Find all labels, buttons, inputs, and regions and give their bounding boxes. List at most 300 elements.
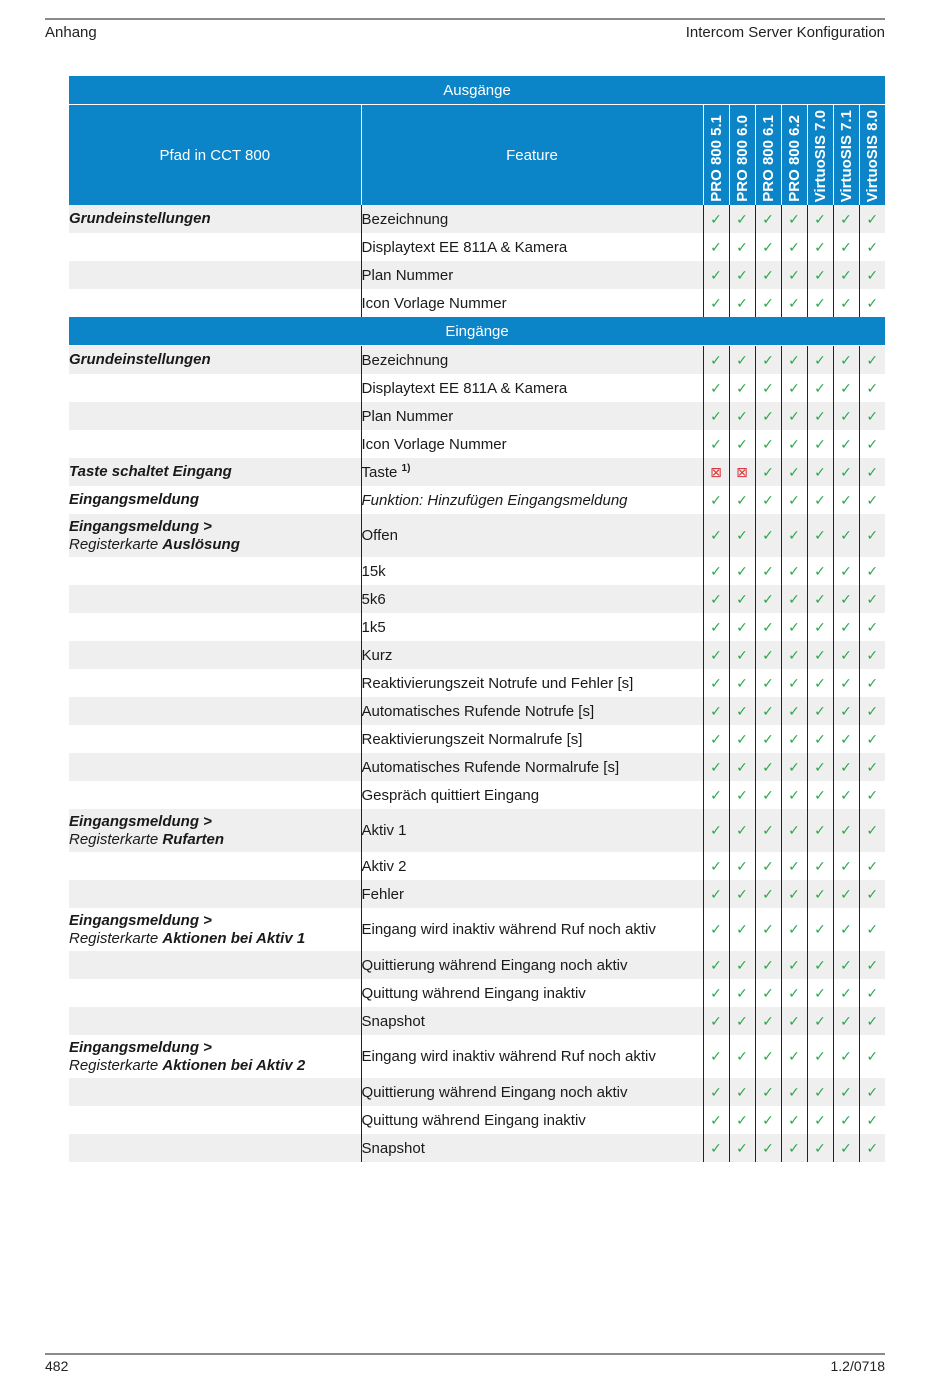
feature-cell: Fehler — [361, 880, 703, 908]
check-icon: ✓ — [755, 1035, 781, 1078]
table-row — [69, 669, 885, 697]
check-icon: ✓ — [755, 979, 781, 1007]
feature-cell: Quittierung während Eingang noch aktiv — [361, 951, 703, 979]
check-icon: ✓ — [833, 261, 859, 289]
check-icon: ✓ — [859, 346, 885, 375]
header-right: Intercom Server Konfiguration — [685, 24, 885, 41]
page-number: 482 — [45, 1358, 69, 1374]
table-row — [69, 402, 885, 430]
check-icon: ✓ — [729, 908, 755, 951]
path-cell — [69, 374, 361, 402]
column-header-version — [755, 105, 781, 206]
check-icon: ✓ — [859, 809, 885, 852]
check-icon: ✓ — [833, 205, 859, 233]
check-icon: ✓ — [755, 697, 781, 725]
check-icon: ✓ — [807, 979, 833, 1007]
column-header-version — [703, 105, 729, 206]
path-cell — [69, 669, 361, 697]
check-icon: ✓ — [755, 402, 781, 430]
path-cell: Eingangsmeldung > Registerkarte Rufarten — [69, 809, 361, 852]
doc-version: 1.2/0718 — [830, 1358, 885, 1374]
feature-cell: Reaktivierungszeit Normalrufe [s] — [361, 725, 703, 753]
check-icon: ✓ — [729, 697, 755, 725]
check-icon: ✓ — [833, 233, 859, 261]
path-cell — [69, 697, 361, 725]
column-header-path: Pfad in CCT 800 — [69, 105, 361, 206]
check-icon: ✓ — [833, 641, 859, 669]
feature-cell: Funktion: Hinzufügen Eingangsmeldung — [361, 486, 703, 514]
path-cell — [69, 641, 361, 669]
path-cell — [69, 951, 361, 979]
check-icon: ✓ — [781, 979, 807, 1007]
check-icon: ✓ — [729, 205, 755, 233]
path-cell: Taste schaltet Eingang — [69, 458, 361, 486]
check-icon: ✓ — [755, 880, 781, 908]
table-row — [69, 233, 885, 261]
check-icon: ✓ — [703, 697, 729, 725]
check-icon: ✓ — [729, 852, 755, 880]
check-icon: ✓ — [729, 402, 755, 430]
table-row — [69, 1078, 885, 1106]
check-icon: ✓ — [859, 1007, 885, 1035]
check-icon: ✓ — [833, 1134, 859, 1162]
check-icon: ✓ — [781, 289, 807, 317]
check-icon: ✓ — [703, 261, 729, 289]
check-icon: ✓ — [781, 641, 807, 669]
feature-cell: Aktiv 1 — [361, 809, 703, 852]
check-icon: ✓ — [729, 346, 755, 375]
table-row — [69, 430, 885, 458]
path-cell: Eingangsmeldung > Registerkarte Aktionen bei Aktiv 2 — [69, 1035, 361, 1078]
check-icon: ✓ — [755, 1106, 781, 1134]
check-icon: ✓ — [755, 852, 781, 880]
check-icon: ✓ — [703, 1035, 729, 1078]
check-icon: ✓ — [703, 979, 729, 1007]
check-icon: ✓ — [781, 781, 807, 809]
path-cell: Eingangsmeldung > Registerkarte Auslösung — [69, 514, 361, 557]
check-icon: ✓ — [807, 233, 833, 261]
path-cell — [69, 430, 361, 458]
check-icon: ✓ — [755, 641, 781, 669]
check-icon: ✓ — [729, 486, 755, 514]
check-icon: ✓ — [703, 880, 729, 908]
check-icon: ✓ — [703, 908, 729, 951]
check-icon: ✓ — [781, 809, 807, 852]
check-icon: ✓ — [729, 289, 755, 317]
check-icon: ✓ — [807, 669, 833, 697]
check-icon: ✓ — [703, 374, 729, 402]
check-icon: ✓ — [729, 951, 755, 979]
check-icon: ✓ — [859, 852, 885, 880]
check-icon: ✓ — [781, 557, 807, 585]
check-icon: ✓ — [729, 261, 755, 289]
check-icon: ✓ — [859, 697, 885, 725]
table-row — [69, 781, 885, 809]
check-icon: ✓ — [781, 880, 807, 908]
check-icon: ✓ — [755, 725, 781, 753]
check-icon: ✓ — [703, 781, 729, 809]
check-icon: ✓ — [781, 486, 807, 514]
check-icon: ✓ — [729, 725, 755, 753]
path-cell — [69, 557, 361, 585]
check-icon: ✓ — [781, 585, 807, 613]
check-icon: ✓ — [781, 233, 807, 261]
check-icon: ✓ — [755, 430, 781, 458]
check-icon: ✓ — [833, 613, 859, 641]
check-icon: ✓ — [729, 514, 755, 557]
path-cell — [69, 613, 361, 641]
check-icon: ✓ — [833, 809, 859, 852]
check-icon: ✓ — [755, 809, 781, 852]
check-icon: ✓ — [833, 781, 859, 809]
column-header-version — [833, 105, 859, 206]
check-icon: ✓ — [859, 430, 885, 458]
check-icon: ✓ — [755, 753, 781, 781]
version-label: PRO 800 5.1 — [707, 115, 725, 202]
check-icon: ✓ — [833, 1035, 859, 1078]
check-icon: ✓ — [859, 486, 885, 514]
table-row — [69, 585, 885, 613]
check-icon: ✓ — [859, 951, 885, 979]
check-icon: ✓ — [807, 951, 833, 979]
check-icon: ✓ — [833, 951, 859, 979]
cross-icon: ⊠ — [703, 458, 729, 486]
feature-cell: Icon Vorlage Nummer — [361, 430, 703, 458]
table-row — [69, 289, 885, 317]
check-icon: ✓ — [833, 458, 859, 486]
check-icon: ✓ — [833, 880, 859, 908]
check-icon: ✓ — [833, 514, 859, 557]
feature-cell: Automatisches Rufende Normalrufe [s] — [361, 753, 703, 781]
check-icon: ✓ — [833, 289, 859, 317]
path-cell — [69, 1106, 361, 1134]
check-icon: ✓ — [729, 430, 755, 458]
path-cell — [69, 233, 361, 261]
check-icon: ✓ — [703, 289, 729, 317]
check-icon: ✓ — [859, 641, 885, 669]
check-icon: ✓ — [807, 1078, 833, 1106]
check-icon: ✓ — [807, 1134, 833, 1162]
check-icon: ✓ — [807, 1035, 833, 1078]
version-label: VirtuoSIS 7.0 — [811, 109, 829, 202]
feature-cell: Quittung während Eingang inaktiv — [361, 1106, 703, 1134]
check-icon: ✓ — [755, 669, 781, 697]
feature-cell: 15k — [361, 557, 703, 585]
feature-cell: Offen — [361, 514, 703, 557]
header-left: Anhang — [45, 24, 97, 41]
feature-cell: Automatisches Rufende Notrufe [s] — [361, 697, 703, 725]
table-row — [69, 753, 885, 781]
check-icon: ✓ — [833, 1007, 859, 1035]
check-icon: ✓ — [729, 1078, 755, 1106]
column-header-version — [859, 105, 885, 206]
check-icon: ✓ — [859, 613, 885, 641]
table-row — [69, 908, 885, 951]
feature-cell: Snapshot — [361, 1134, 703, 1162]
table-row — [69, 951, 885, 979]
check-icon: ✓ — [807, 402, 833, 430]
check-icon: ✓ — [729, 557, 755, 585]
check-icon: ✓ — [833, 402, 859, 430]
check-icon: ✓ — [703, 725, 729, 753]
compatibility-table — [69, 76, 885, 1162]
feature-cell: Snapshot — [361, 1007, 703, 1035]
path-cell: Eingangsmeldung > Registerkarte Aktionen bei Aktiv 1 — [69, 908, 361, 951]
check-icon: ✓ — [781, 669, 807, 697]
check-icon: ✓ — [833, 346, 859, 375]
check-icon: ✓ — [833, 1078, 859, 1106]
check-icon: ✓ — [729, 374, 755, 402]
top-rule — [45, 18, 885, 20]
check-icon: ✓ — [781, 908, 807, 951]
check-icon: ✓ — [859, 374, 885, 402]
check-icon: ✓ — [729, 880, 755, 908]
check-icon: ✓ — [781, 205, 807, 233]
table-row — [69, 641, 885, 669]
check-icon: ✓ — [807, 289, 833, 317]
check-icon: ✓ — [807, 205, 833, 233]
check-icon: ✓ — [859, 908, 885, 951]
table-row — [69, 346, 885, 375]
check-icon: ✓ — [833, 585, 859, 613]
check-icon: ✓ — [729, 669, 755, 697]
check-icon: ✓ — [755, 233, 781, 261]
check-icon: ✓ — [807, 613, 833, 641]
check-icon: ✓ — [833, 669, 859, 697]
check-icon: ✓ — [807, 374, 833, 402]
footnote-marker: 1) — [401, 463, 411, 474]
check-icon: ✓ — [807, 486, 833, 514]
table-row — [69, 1134, 885, 1162]
check-icon: ✓ — [755, 951, 781, 979]
check-icon: ✓ — [833, 979, 859, 1007]
check-icon: ✓ — [859, 233, 885, 261]
feature-cell: Kurz — [361, 641, 703, 669]
check-icon: ✓ — [729, 1007, 755, 1035]
check-icon: ✓ — [729, 1035, 755, 1078]
check-icon: ✓ — [703, 1134, 729, 1162]
check-icon: ✓ — [781, 346, 807, 375]
version-label: VirtuoSIS 8.0 — [863, 109, 881, 202]
check-icon: ✓ — [781, 1134, 807, 1162]
feature-cell: 5k6 — [361, 585, 703, 613]
check-icon: ✓ — [833, 557, 859, 585]
path-cell: Grundeinstellungen — [69, 346, 361, 375]
check-icon: ✓ — [755, 613, 781, 641]
check-icon: ✓ — [755, 1134, 781, 1162]
outputs-section-title: Ausgänge — [69, 76, 885, 105]
check-icon: ✓ — [859, 753, 885, 781]
check-icon: ✓ — [807, 514, 833, 557]
table-row — [69, 613, 885, 641]
path-cell — [69, 1007, 361, 1035]
check-icon: ✓ — [729, 233, 755, 261]
table-row — [69, 1035, 885, 1078]
check-icon: ✓ — [859, 669, 885, 697]
check-icon: ✓ — [781, 951, 807, 979]
check-icon: ✓ — [807, 880, 833, 908]
check-icon: ✓ — [859, 781, 885, 809]
check-icon: ✓ — [703, 514, 729, 557]
check-icon: ✓ — [859, 557, 885, 585]
check-icon: ✓ — [807, 725, 833, 753]
check-icon: ✓ — [833, 725, 859, 753]
check-icon: ✓ — [703, 585, 729, 613]
check-icon: ✓ — [755, 908, 781, 951]
check-icon: ✓ — [703, 205, 729, 233]
feature-cell: Plan Nummer — [361, 402, 703, 430]
check-icon: ✓ — [755, 1078, 781, 1106]
check-icon: ✓ — [807, 1007, 833, 1035]
column-header-feature: Feature — [361, 105, 703, 206]
check-icon: ✓ — [807, 1106, 833, 1134]
check-icon: ✓ — [833, 697, 859, 725]
check-icon: ✓ — [703, 1007, 729, 1035]
check-icon: ✓ — [781, 1106, 807, 1134]
check-icon: ✓ — [781, 1078, 807, 1106]
feature-cell: 1k5 — [361, 613, 703, 641]
table-row — [69, 514, 885, 557]
check-icon: ✓ — [859, 1106, 885, 1134]
check-icon: ✓ — [833, 852, 859, 880]
check-icon: ✓ — [781, 514, 807, 557]
check-icon: ✓ — [807, 809, 833, 852]
check-icon: ✓ — [703, 1078, 729, 1106]
check-icon: ✓ — [781, 613, 807, 641]
check-icon: ✓ — [703, 1106, 729, 1134]
cross-icon: ⊠ — [729, 458, 755, 486]
check-icon: ✓ — [703, 951, 729, 979]
table-row — [69, 880, 885, 908]
check-icon: ✓ — [729, 1106, 755, 1134]
path-cell — [69, 1134, 361, 1162]
feature-cell: Eingang wird inaktiv während Ruf noch aktiv — [361, 908, 703, 951]
check-icon: ✓ — [755, 261, 781, 289]
bottom-rule — [45, 1353, 885, 1355]
check-icon: ✓ — [703, 613, 729, 641]
check-icon: ✓ — [703, 346, 729, 375]
check-icon: ✓ — [703, 753, 729, 781]
check-icon: ✓ — [781, 402, 807, 430]
check-icon: ✓ — [703, 486, 729, 514]
check-icon: ✓ — [755, 1007, 781, 1035]
check-icon: ✓ — [859, 1035, 885, 1078]
table-row — [69, 852, 885, 880]
feature-cell: Aktiv 2 — [361, 852, 703, 880]
table-row — [69, 458, 885, 486]
check-icon: ✓ — [781, 753, 807, 781]
table-row — [69, 725, 885, 753]
feature-cell: Displaytext EE 811A & Kamera — [361, 233, 703, 261]
path-cell — [69, 781, 361, 809]
path-cell: Eingangsmeldung — [69, 486, 361, 514]
version-label: VirtuoSIS 7.1 — [837, 109, 855, 202]
feature-cell: Quittierung während Eingang noch aktiv — [361, 1078, 703, 1106]
check-icon: ✓ — [807, 557, 833, 585]
check-icon: ✓ — [729, 979, 755, 1007]
check-icon: ✓ — [781, 261, 807, 289]
check-icon: ✓ — [833, 753, 859, 781]
table-row — [69, 261, 885, 289]
column-header-version — [729, 105, 755, 206]
table-row — [69, 809, 885, 852]
path-cell — [69, 402, 361, 430]
table-row — [69, 557, 885, 585]
check-icon: ✓ — [729, 613, 755, 641]
check-icon: ✓ — [859, 402, 885, 430]
check-icon: ✓ — [807, 458, 833, 486]
version-label: PRO 800 6.2 — [785, 115, 803, 202]
path-cell — [69, 880, 361, 908]
check-icon: ✓ — [729, 641, 755, 669]
check-icon: ✓ — [755, 205, 781, 233]
check-icon: ✓ — [859, 1078, 885, 1106]
check-icon: ✓ — [807, 852, 833, 880]
check-icon: ✓ — [781, 374, 807, 402]
path-cell — [69, 979, 361, 1007]
check-icon: ✓ — [781, 1007, 807, 1035]
check-icon: ✓ — [703, 430, 729, 458]
feature-cell: Eingang wird inaktiv während Ruf noch aktiv — [361, 1035, 703, 1078]
check-icon: ✓ — [833, 374, 859, 402]
path-cell — [69, 261, 361, 289]
version-label: PRO 800 6.0 — [733, 115, 751, 202]
check-icon: ✓ — [729, 753, 755, 781]
feature-cell: Quittung während Eingang inaktiv — [361, 979, 703, 1007]
check-icon: ✓ — [729, 585, 755, 613]
check-icon: ✓ — [703, 669, 729, 697]
feature-cell: Reaktivierungszeit Notrufe und Fehler [s] — [361, 669, 703, 697]
check-icon: ✓ — [807, 346, 833, 375]
path-cell: Grundeinstellungen — [69, 205, 361, 233]
check-icon: ✓ — [859, 725, 885, 753]
check-icon: ✓ — [833, 486, 859, 514]
check-icon: ✓ — [703, 557, 729, 585]
table-row — [69, 486, 885, 514]
table-row — [69, 979, 885, 1007]
table-row — [69, 1106, 885, 1134]
inputs-section-row — [69, 317, 885, 346]
check-icon: ✓ — [703, 852, 729, 880]
check-icon: ✓ — [833, 430, 859, 458]
check-icon: ✓ — [781, 697, 807, 725]
feature-cell: Bezeichnung — [361, 205, 703, 233]
check-icon: ✓ — [859, 261, 885, 289]
column-header-version — [781, 105, 807, 206]
feature-cell: Bezeichnung — [361, 346, 703, 375]
check-icon: ✓ — [833, 908, 859, 951]
check-icon: ✓ — [755, 585, 781, 613]
version-label: PRO 800 6.1 — [759, 115, 777, 202]
check-icon: ✓ — [755, 289, 781, 317]
check-icon: ✓ — [703, 641, 729, 669]
check-icon: ✓ — [807, 430, 833, 458]
path-cell — [69, 1078, 361, 1106]
table-row — [69, 374, 885, 402]
inputs-section-title: Eingänge — [69, 317, 885, 346]
check-icon: ✓ — [807, 753, 833, 781]
check-icon: ✓ — [755, 514, 781, 557]
check-icon: ✓ — [807, 697, 833, 725]
check-icon: ✓ — [859, 289, 885, 317]
check-icon: ✓ — [807, 641, 833, 669]
check-icon: ✓ — [859, 1134, 885, 1162]
column-header-version — [807, 105, 833, 206]
check-icon: ✓ — [703, 402, 729, 430]
path-cell — [69, 753, 361, 781]
check-icon: ✓ — [807, 908, 833, 951]
check-icon: ✓ — [755, 781, 781, 809]
